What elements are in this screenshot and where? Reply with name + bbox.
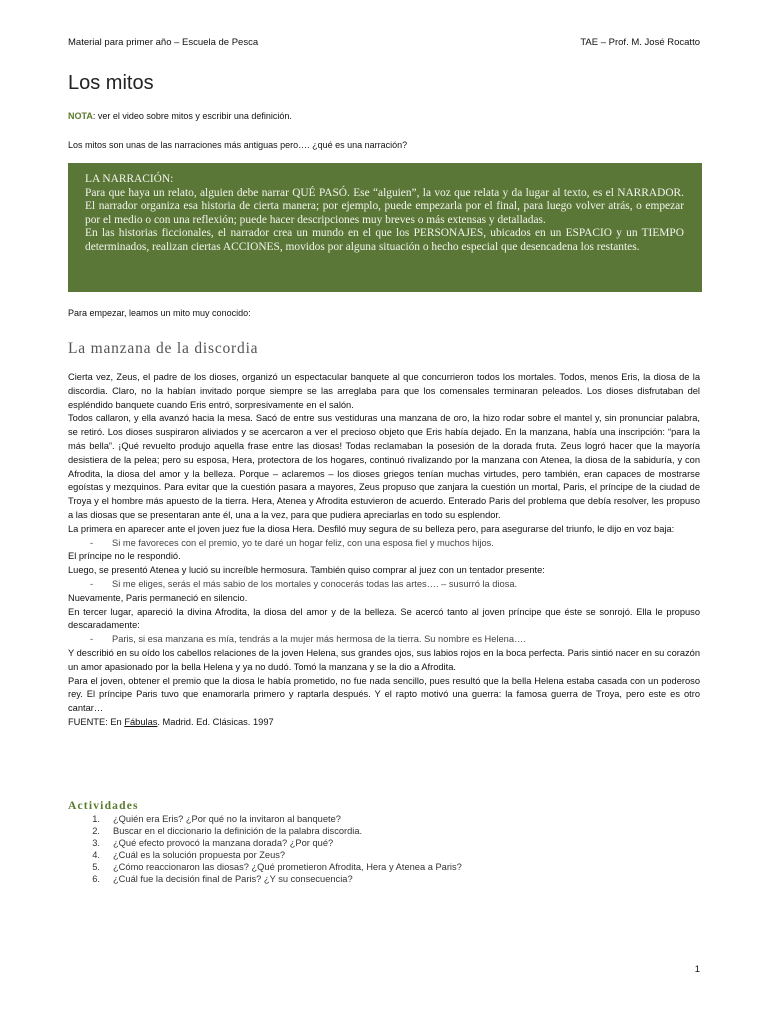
dialogue-text: Paris, si esa manzana es mía, tendrás a la mujer más hermosa de la tierra. Su nombre es Helena…. [112, 634, 526, 645]
story-body [68, 371, 700, 730]
activity-number: 5. [92, 862, 100, 873]
dialogue-dash: - [90, 537, 94, 548]
activity-item [68, 813, 462, 825]
story-title: La manzana de la discordia [68, 340, 259, 357]
dialogue-text: Si me favoreces con el premio, yo te daré un hogar feliz, con una esposa fiel y muchos hijos. [112, 537, 494, 548]
activity-item [68, 825, 462, 837]
narracion-paragraph-1: Para que haya un relato, alguien debe narrar QUÉ PASÓ. Ese “alguien”, la voz que relata y da lugar al texto, es el NARRADOR. El narrador organiza esa historia de cierta manera; por ejemplo, puede empezarla por el final, para luego volver atrás, o empezar por el medio o con una reflexión; puede hacer descripciones muy breves o más extensas y detalladas. [85, 186, 684, 226]
activity-text: ¿Cuál fue la decisión final de Paris? ¿Y su consecuencia? [113, 874, 353, 885]
story-paragraph: La primera en aparecer ante el joven juez fue la diosa Hera. Desfiló muy segura de su belleza pero, para asegurarse del triunfo, le dijo en voz baja: [68, 523, 675, 534]
story-paragraph: Luego, se presentó Atenea y lució su increíble hermosura. También quiso comprar al juez con un tentador presente: [68, 565, 545, 576]
narracion-box [68, 163, 702, 292]
dialogue-line-hera [68, 537, 700, 551]
intro-question: Los mitos son unas de las narraciones más antiguas pero…. ¿qué es una narración? [68, 140, 408, 150]
narracion-paragraph-2: En las historias ficcionales, el narrador crea un mundo en el que los PERSONAJES, ubicados en un ESPACIO y un TIEMPO determinados, realizan ciertas ACCIONES, movidos por alguna situación o hecho especial que desencadena los restantes. [85, 227, 684, 253]
activity-item [68, 873, 462, 885]
activity-text: ¿Cómo reaccionaron las diosas? ¿Qué prometieron Afrodita, Hera y Atenea a Paris? [113, 862, 462, 873]
activity-text: ¿Qué efecto provocó la manzana dorada? ¿Por qué? [113, 838, 334, 849]
story-paragraph: Y describió en su oído los cabellos relaciones de la joven Helena, sus grandes ojos, sus labios rojos en la boca perfecta. Paris sintió nacer en su corazón un amor apasionado por la bella Helena y ya no dudó. Tomó la manzana y se la dio a Afrodita. [68, 647, 700, 672]
activities-list [68, 813, 462, 886]
story-source [68, 716, 700, 730]
activities-title: Actividades [68, 800, 139, 812]
nota-text: : ver el video sobre mitos y escribir una definición. [92, 111, 292, 121]
story-paragraph: Todos callaron, y ella avanzó hacia la mesa. Sacó de entre sus vestiduras una manzana de oro, la hizo rodar sobre el mantel y, sin pronunciar palabra, se retiró. Los dioses suspiraron aliviados y se acercaron a ver el precioso objeto que Eris había dejado. En la manzana, había una inscripción: “para la más bella”. ¡Qué revuelto produjo aquella frase entre las diosas! Todas reclamaban la posesión de la dorada fruta. Zeus logró hacer que la mayoría desistiera de la pelea; pero su esposa, Hera, protectora de los hogares, continuó rivalizando por la manzana con Atenea, la diosa de la sabiduría, y con Afrodita, la diosa del amor y la belleza. Porque – aclaremos – los dioses griegos tenían muchas virtudes, pero también, eran capaces de mostrarse egoístas y mezquinos. Para evitar que la cuestión pasara a mayores, Zeus propuso que zanjara la cuestión un mortal, Paris, el príncipe de la ciudad de Troya y el hombre más apuesto de la tierra. Hera, Atenea y Afrodita estuvieron de acuerdo. Enterado Paris del problema que debía resolver, les propuso a las diosas que se presentaran ante él, una a la vez, para que pudiera apreciarlas en todo su esplendor. [68, 413, 700, 520]
activity-number: 3. [92, 838, 100, 849]
activity-text: ¿Cuál es la solución propuesta por Zeus? [113, 850, 286, 861]
activity-item [68, 837, 462, 849]
dialogue-text: Si me eliges, serás el más sabio de los mortales y conocerás todas las artes…. – susurró la diosa. [112, 578, 518, 589]
nota-label: NOTA [68, 111, 93, 121]
activity-number: 2. [92, 826, 100, 837]
header-left: Material para primer año – Escuela de Pesca [68, 37, 259, 48]
source-prefix: FUENTE: En [68, 716, 125, 727]
story-paragraph: El príncipe no le respondió. [68, 551, 181, 562]
activity-text: ¿Quién era Eris? ¿Por qué no la invitaron al banquete? [113, 814, 341, 824]
page-number: 1 [694, 964, 700, 975]
activity-number: 6. [92, 874, 100, 885]
story-paragraph: Nuevamente, Paris permaneció en silencio. [68, 592, 248, 603]
source-suffix: . Madrid. Ed. Clásicas. 1997 [157, 716, 274, 727]
story-paragraph: Cierta vez, Zeus, el padre de los dioses, organizó un espectacular banquete al que concurrieron todos los mortales. Todos, menos Eris, la diosa de la discordia. Claro, no la habían invitado porque siempre se las arreglaba para que los comensales terminaran peleados. Los dioses disfrutaban del espléndido banquete cuando Eris entró, sorpresivamente en el salón. [68, 372, 700, 410]
activity-item [68, 861, 462, 873]
lead-in: Para empezar, leamos un mito muy conocido: [68, 308, 251, 318]
dialogue-line-afrodita [68, 633, 700, 647]
dialogue-dash: - [90, 578, 94, 589]
dialogue-line-atenea [68, 578, 700, 592]
page-title: Los mitos [68, 72, 154, 94]
activity-item [68, 849, 462, 861]
activity-text: Buscar en el diccionario la definición de la palabra discordia. [113, 826, 363, 837]
activity-number: 4. [92, 850, 100, 861]
page-header [68, 37, 700, 48]
header-right: TAE – Prof. M. José Rocatto [580, 37, 700, 48]
dialogue-dash: - [90, 634, 94, 645]
activity-number: 1. [92, 814, 100, 824]
story-paragraph: En tercer lugar, apareció la divina Afrodita, la diosa del amor y de la belleza. Se acercó tanto al joven príncipe que éste se sonrojó. Ella le propuso descaradamente: [68, 606, 700, 631]
nota-line [68, 111, 292, 121]
source-book: Fábulas [124, 716, 158, 727]
narracion-heading: LA NARRACIÓN: [85, 173, 174, 185]
story-paragraph: Para el joven, obtener el premio que la diosa le había prometido, no fue nada sencillo, pues resultó que la bella Helena estaba casada con un poderoso rey. El príncipe Paris tuvo que enamorarla primero y raptarla después. Y el rapto motivó una guerra: la famosa guerra de Troya, pero este es otro cantar… [68, 675, 700, 714]
